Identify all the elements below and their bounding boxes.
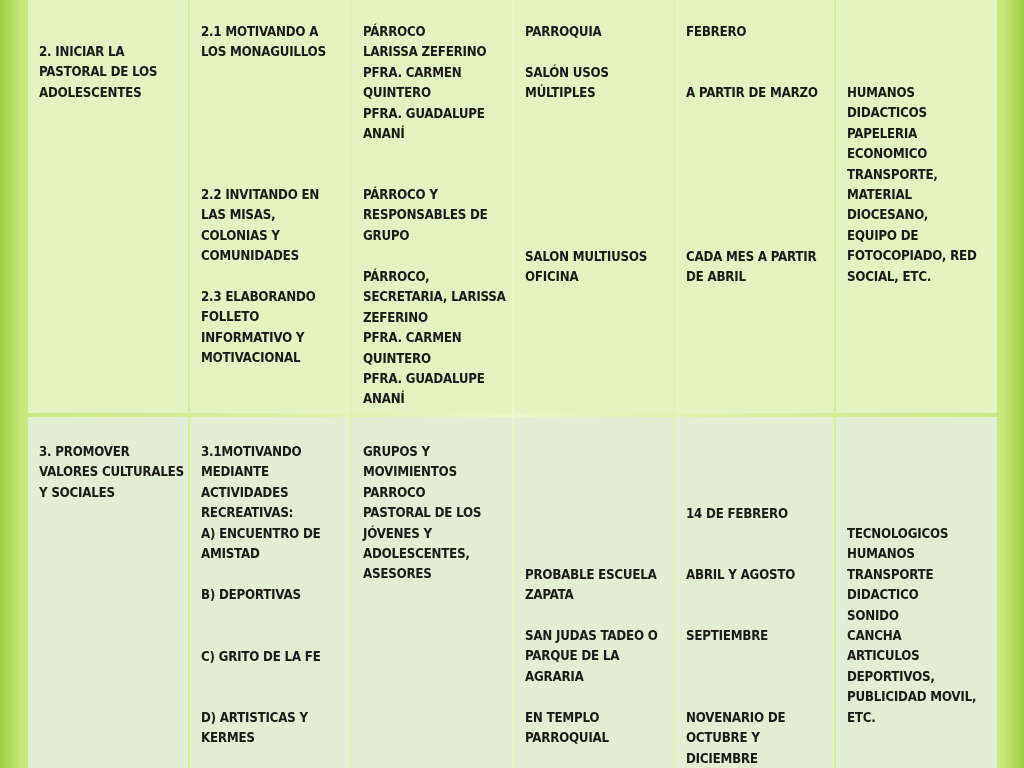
text-line: A) ENCUENTRO DE	[201, 526, 321, 542]
text-line: PARQUE DE LA	[525, 649, 620, 665]
text-line: GRUPO	[363, 228, 410, 244]
text-line: SALON MULTIUSOS	[525, 250, 648, 265]
text-line: MOTIVACIONAL	[201, 351, 301, 367]
row1-date-cell	[675, 0, 834, 413]
row2-responsible-cell	[352, 417, 512, 768]
row2-place-b	[525, 627, 667, 688]
text-line: PFRA. CARMEN	[363, 331, 462, 347]
text-line: DIDACTICO	[847, 588, 919, 604]
text-line: HUMANOS	[847, 86, 915, 101]
row2-place-cell	[514, 417, 673, 768]
text-line: FEBRERO	[686, 25, 747, 40]
text-line: MOVIMIENTOS	[363, 465, 457, 481]
text-line: PFRA. CARMEN	[363, 65, 462, 81]
text-line: JÓVENES Y	[363, 526, 432, 542]
row2-date-a	[686, 505, 828, 525]
text-line: NOVENARIO DE	[686, 711, 786, 726]
text-line: RESPONSABLES DE	[363, 208, 488, 224]
text-line: PÁRROCO Y	[363, 188, 438, 203]
text-line: MÚLTIPLES	[525, 86, 596, 102]
row1-date-b	[686, 84, 828, 104]
text-line: 2. INICIAR LA	[39, 45, 125, 60]
text-line: RECREATIVAS:	[201, 506, 294, 522]
text-line: CADA MES A PARTIR	[686, 250, 817, 265]
text-line: EQUIPO DE	[847, 228, 919, 244]
text-line: PÁRROCO	[363, 25, 426, 40]
text-line: PASTORAL DE LOS	[363, 506, 482, 522]
text-line: TRANSPORTE,	[847, 167, 938, 183]
text-line: ANANÍ	[363, 127, 405, 143]
text-line: LOS MONAGUILLOS	[201, 45, 326, 61]
text-line: ANANÍ	[363, 392, 405, 408]
row1-objective-text	[39, 43, 182, 104]
row2-resources-cell	[836, 417, 997, 768]
text-line: SECRETARIA, LARISSA	[363, 290, 506, 306]
text-line: 3.1MOTIVANDO	[201, 445, 302, 460]
text-line: DE ABRIL	[686, 270, 746, 286]
text-line: GRUPOS Y	[363, 445, 430, 460]
text-line: ADOLESCENTES	[39, 85, 142, 101]
text-line: 2.3 ELABORANDO	[201, 290, 316, 305]
text-line: 2.1 MOTIVANDO A	[201, 25, 319, 40]
text-line: PFRA. GUADALUPE	[363, 106, 485, 122]
row1-place-a	[525, 23, 667, 43]
text-line: SONIDO	[847, 608, 899, 624]
text-line: Y SOCIALES	[39, 485, 115, 501]
text-line: COMUNIDADES	[201, 249, 299, 265]
row2-responsible-text	[363, 443, 506, 586]
row2-strategy-d	[201, 709, 344, 750]
text-line: SALÓN USOS	[525, 66, 609, 81]
text-line: EN TEMPLO	[525, 711, 600, 726]
row1-date-a	[686, 23, 828, 43]
text-line: DIDACTICOS	[847, 106, 927, 122]
text-line: ASESORES	[363, 567, 432, 583]
text-line: A PARTIR DE MARZO	[686, 86, 818, 101]
row2-objective-cell	[28, 417, 188, 768]
text-line: HUMANOS	[847, 547, 915, 563]
text-line: SOCIAL, ETC.	[847, 269, 932, 285]
text-line: ABRIL Y AGOSTO	[686, 568, 796, 583]
text-line: ARTICULOS	[847, 649, 920, 665]
row1-place-cell	[514, 0, 673, 413]
row1-place-b	[525, 64, 667, 105]
row2-resources-text	[847, 525, 991, 729]
text-line: QUINTERO	[363, 351, 431, 367]
row1-resources-text	[847, 84, 991, 288]
text-line: VALORES CULTURALES	[39, 465, 184, 481]
row2-date-c	[686, 627, 828, 647]
row1-objective-cell	[28, 0, 188, 413]
text-line: AGRARIA	[525, 669, 584, 685]
planning-table	[28, 0, 997, 768]
text-line: MATERIAL	[847, 188, 912, 204]
text-line: CANCHA	[847, 629, 902, 645]
text-line: MEDIANTE	[201, 465, 269, 481]
text-line: DICIEMBRE	[686, 751, 758, 767]
text-line: 2.2 INVITANDO EN	[201, 188, 320, 203]
row2-strategy-c	[201, 648, 344, 668]
row1-place-c	[525, 248, 667, 289]
text-line: PARROQUIA	[525, 25, 602, 40]
row1-date-c	[686, 248, 828, 289]
text-line: OFICINA	[525, 270, 579, 286]
text-line: PARROCO	[363, 485, 426, 501]
text-line: DEPORTIVOS,	[847, 669, 935, 685]
row2-date-cell	[675, 417, 834, 768]
text-line: INFORMATIVO Y	[201, 330, 305, 346]
text-line: 14 DE FEBRERO	[686, 507, 788, 522]
row2-place-c	[525, 709, 667, 750]
text-line: FOTOCOPIADO, RED	[847, 249, 977, 265]
text-line: QUINTERO	[363, 86, 431, 102]
row2-strategy-cell	[190, 417, 350, 768]
text-line: PUBLICIDAD MOVIL,	[847, 690, 977, 706]
row2-strategy-3-1	[201, 443, 344, 565]
text-line: PARROQUIAL	[525, 731, 609, 747]
text-line: PAPELERIA	[847, 126, 918, 142]
text-line: ACTIVIDADES	[201, 485, 289, 501]
row2-place-a	[525, 566, 667, 607]
text-line: B) DEPORTIVAS	[201, 588, 301, 603]
text-line: AMISTAD	[201, 547, 260, 563]
row1-responsible-cell	[352, 0, 512, 413]
text-line: C) GRITO DE LA FE	[201, 650, 321, 665]
text-line: SEPTIEMBRE	[686, 629, 769, 644]
text-line: TECNOLOGICOS	[847, 527, 949, 542]
text-line: COLONIAS Y	[201, 228, 280, 244]
text-line: ZEFERINO	[363, 310, 428, 326]
text-line: PÁRROCO,	[363, 270, 430, 285]
text-line: D) ARTISTICAS Y	[201, 711, 308, 726]
text-line: OCTUBRE Y	[686, 731, 760, 747]
row1-resources-cell	[836, 0, 997, 413]
text-line: LARISSA ZEFERINO	[363, 45, 487, 61]
text-line: DIOCESANO,	[847, 208, 929, 224]
text-line: SAN JUDAS TADEO O	[525, 629, 658, 644]
row2-date-d	[686, 709, 828, 768]
row1-responsible-b	[363, 186, 506, 247]
row2-date-b	[686, 566, 828, 586]
text-line: 3. PROMOVER	[39, 445, 130, 460]
text-line: PROBABLE ESCUELA	[525, 568, 657, 583]
row1-strategy-2-1	[201, 23, 344, 64]
text-line: TRANSPORTE	[847, 567, 934, 583]
text-line: ETC.	[847, 710, 876, 726]
row2-objective-text	[39, 443, 182, 504]
text-line: PASTORAL DE LOS	[39, 65, 158, 81]
text-line: ECONOMICO	[847, 147, 928, 163]
row1-strategy-cell	[190, 0, 350, 413]
row1-responsible-a	[363, 23, 506, 145]
row1-responsible-c	[363, 268, 506, 411]
text-line: KERMES	[201, 731, 255, 747]
text-line: ZAPATA	[525, 588, 574, 604]
row2-strategy-b	[201, 586, 344, 606]
text-line: PFRA. GUADALUPE	[363, 372, 485, 388]
row1-strategy-2-2	[201, 186, 344, 268]
text-line: LAS MISAS,	[201, 208, 276, 224]
row1-strategy-2-3	[201, 288, 344, 370]
text-line: ADOLESCENTES,	[363, 547, 470, 563]
text-line: FOLLETO	[201, 310, 260, 326]
